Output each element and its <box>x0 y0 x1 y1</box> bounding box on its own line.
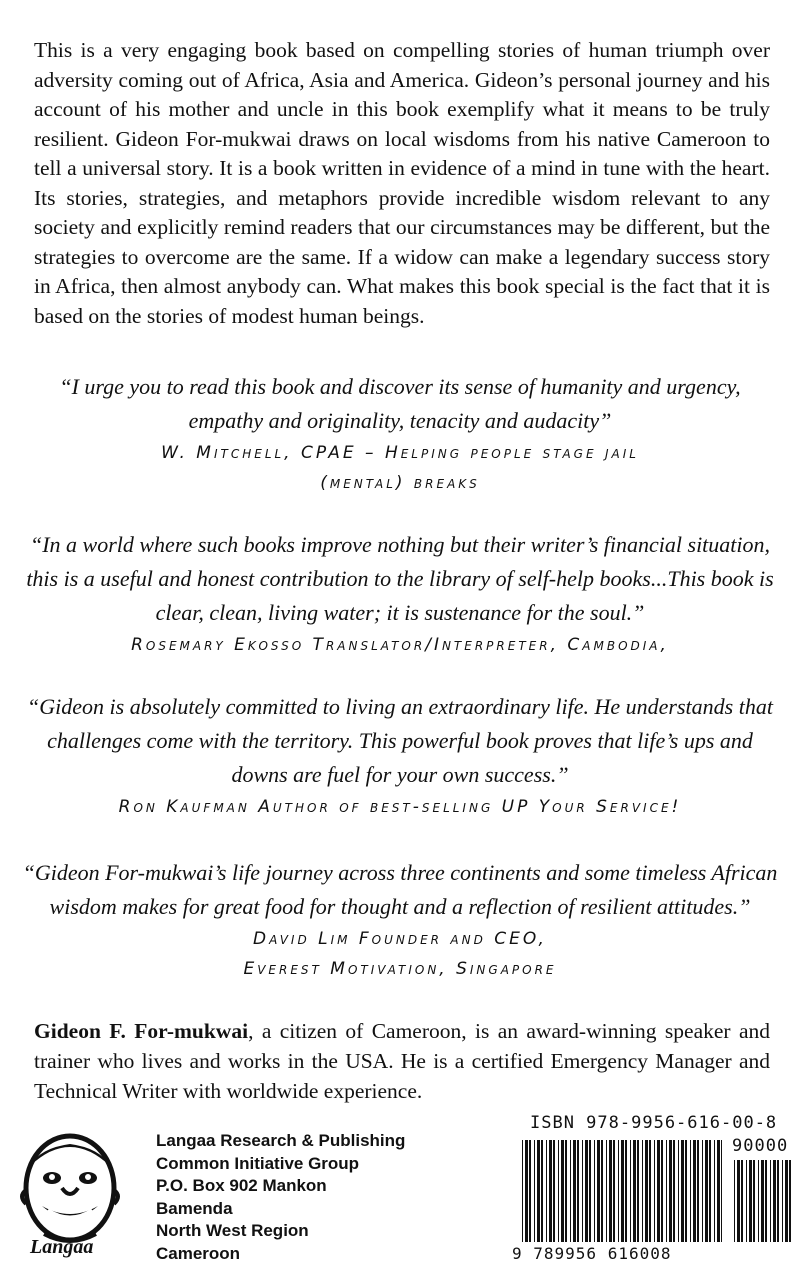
logo-wordmark: Langaa <box>30 1236 94 1258</box>
barcode-bar <box>606 1140 607 1242</box>
author-bio <box>34 1016 770 1106</box>
quote-attribution <box>20 924 780 984</box>
barcode-bar <box>609 1140 612 1242</box>
barcode-bar <box>613 1140 615 1242</box>
barcode-bar <box>782 1160 783 1242</box>
barcode-bar <box>666 1140 667 1242</box>
barcode-bar <box>534 1140 535 1242</box>
barcode-bar <box>773 1160 776 1242</box>
publisher-line: Common Initiative Group <box>156 1153 360 1173</box>
barcode-bar <box>645 1140 648 1242</box>
endorsement-quote-2 <box>20 528 780 660</box>
barcode-bar <box>522 1140 523 1242</box>
barcode-bar <box>770 1160 771 1242</box>
barcode-bar <box>753 1160 755 1242</box>
barcode-bar <box>765 1160 767 1242</box>
publisher-line: P.O. Box 902 Mankon <box>156 1176 327 1195</box>
barcode-bar <box>761 1160 764 1242</box>
barcode-icon <box>522 1140 722 1242</box>
barcode-bar <box>661 1140 663 1242</box>
barcode-bar <box>717 1140 720 1242</box>
barcode-bar <box>681 1140 684 1242</box>
attribution-line: (mental) breaks <box>320 473 480 493</box>
attribution-line: David Lim Founder and CEO, <box>253 929 547 949</box>
quote-attribution <box>20 792 780 822</box>
publisher-address <box>156 1130 405 1265</box>
barcode-bar <box>529 1140 531 1242</box>
barcode-bar <box>642 1140 643 1242</box>
barcode-bar <box>673 1140 675 1242</box>
barcode-bar <box>693 1140 696 1242</box>
barcode-bar <box>589 1140 591 1242</box>
barcode-bar <box>697 1140 699 1242</box>
publisher-line: Langaa Research & Publishing <box>156 1131 406 1150</box>
barcode-bar <box>654 1140 655 1242</box>
barcode-bar <box>721 1140 722 1242</box>
barcode-bar <box>541 1140 543 1242</box>
barcode-bar <box>585 1140 588 1242</box>
quote-attribution <box>20 438 780 498</box>
barcode-bar <box>553 1140 555 1242</box>
barcode-number: 9 789956 616008 <box>512 1244 672 1263</box>
barcode-bar <box>741 1160 743 1242</box>
attribution-line: Rosemary Ekosso Translator/Interpreter, Cambodia, <box>131 635 669 655</box>
barcode-bar <box>678 1140 679 1242</box>
barcode-bar <box>625 1140 627 1242</box>
barcode-bar <box>630 1140 631 1242</box>
author-bio-text: , a citizen of Cameroon, is an award-winning speaker and trainer who lives and works in the USA. He is a certified Emergency Manager and Technical Writer with worldwide experience. <box>34 1019 770 1103</box>
barcode-bar <box>577 1140 579 1242</box>
publisher-line: Cameroon <box>156 1243 241 1263</box>
attribution-line: W. Mitchell, CPAE – Helping people stage jail <box>161 443 639 463</box>
barcode-bar <box>594 1140 595 1242</box>
barcode-bar <box>621 1140 624 1242</box>
barcode-bar <box>737 1160 740 1242</box>
attribution-line: Everest Motivation, Singapore <box>243 959 557 979</box>
barcode-bar <box>702 1140 703 1242</box>
barcode-bar <box>685 1140 687 1242</box>
endorsement-quote-4 <box>20 856 780 984</box>
isbn-label: ISBN 978-9956-616-00-8 <box>530 1113 778 1133</box>
barcode-bar <box>549 1140 552 1242</box>
barcode-bar <box>637 1140 639 1242</box>
barcode-bar <box>633 1140 636 1242</box>
barcode-bar <box>546 1140 547 1242</box>
barcode-bar <box>777 1160 779 1242</box>
endorsement-quote-1 <box>20 370 780 498</box>
barcode-bar <box>709 1140 711 1242</box>
barcode-bar <box>573 1140 576 1242</box>
barcode-bar <box>570 1140 571 1242</box>
back-cover-blurb: This is a very engaging book based on compelling stories of human triumph over adversity coming out of Africa, Asia and America. Gideon’s personal journey and his account of his mother and uncle in this book exemplify what it means to be truly resilient. Gideon For-mukwai draws on local wisdoms from his native Cameroon to tell a universal story. It is a book written in evidence of a mind in tune with the heart. Its stories, strategies, and metaphors provide incredible wisdom relevant to any society and explicitly remind readers that our circumstances may be different, but the strategies to overcome are the same. If a widow can make a legendary success story in Africa, then almost anybody can. What makes this book special is the fact that it is based on the stories of modest human beings. <box>34 38 770 328</box>
barcode-bar <box>669 1140 672 1242</box>
barcode-addon-number: 90000 <box>732 1136 789 1156</box>
barcode-bar <box>561 1140 564 1242</box>
barcode-bar <box>746 1160 747 1242</box>
barcode-bar <box>705 1140 708 1242</box>
barcode-bar <box>785 1160 788 1242</box>
barcode-bar <box>558 1140 559 1242</box>
endorsement-quote-3 <box>20 690 780 822</box>
barcode-bar <box>789 1160 791 1242</box>
author-name: Gideon F. For-mukwai <box>34 1019 249 1043</box>
quote-text: “Gideon is absolutely committed to living an extraordinary life. He understands that challenges come with the territory. This powerful book proves that life’s ups and downs are fuel for your own success.” <box>27 694 773 787</box>
barcode-bar <box>657 1140 660 1242</box>
barcode-bar <box>734 1160 735 1242</box>
barcode-bar <box>649 1140 651 1242</box>
barcode-bar <box>618 1140 619 1242</box>
barcode-bar <box>601 1140 603 1242</box>
quote-text: “I urge you to read this book and discover its sense of humanity and urgency, empathy and originality, tenacity and audacity” <box>59 374 741 433</box>
barcode-addon-icon <box>734 1160 792 1242</box>
barcode-bar <box>749 1160 752 1242</box>
barcode-bar <box>690 1140 691 1242</box>
quote-text: “In a world where such books improve nothing but their writer’s financial situation, this is a useful and honest contribution to the library of self-help books...This book is clear, clean, living water; it is sustenance for the soul.” <box>26 532 774 625</box>
barcode-bar <box>597 1140 600 1242</box>
barcode-bar <box>758 1160 759 1242</box>
barcode-bar <box>565 1140 567 1242</box>
barcode-bar <box>714 1140 715 1242</box>
attribution-line: Ron Kaufman Author of best-selling UP Your Service! <box>118 797 682 817</box>
publisher-line: Bamenda <box>156 1198 233 1218</box>
quote-attribution <box>20 630 780 660</box>
publisher-line: North West Region <box>156 1221 309 1240</box>
barcode-bar <box>537 1140 540 1242</box>
barcode-bar <box>525 1140 528 1242</box>
quote-text: “Gideon For-mukwai’s life journey across three continents and some timeless African wisdom makes for great food for thought and a reflection of resilient attitudes.” <box>22 860 778 919</box>
barcode-bar <box>582 1140 583 1242</box>
